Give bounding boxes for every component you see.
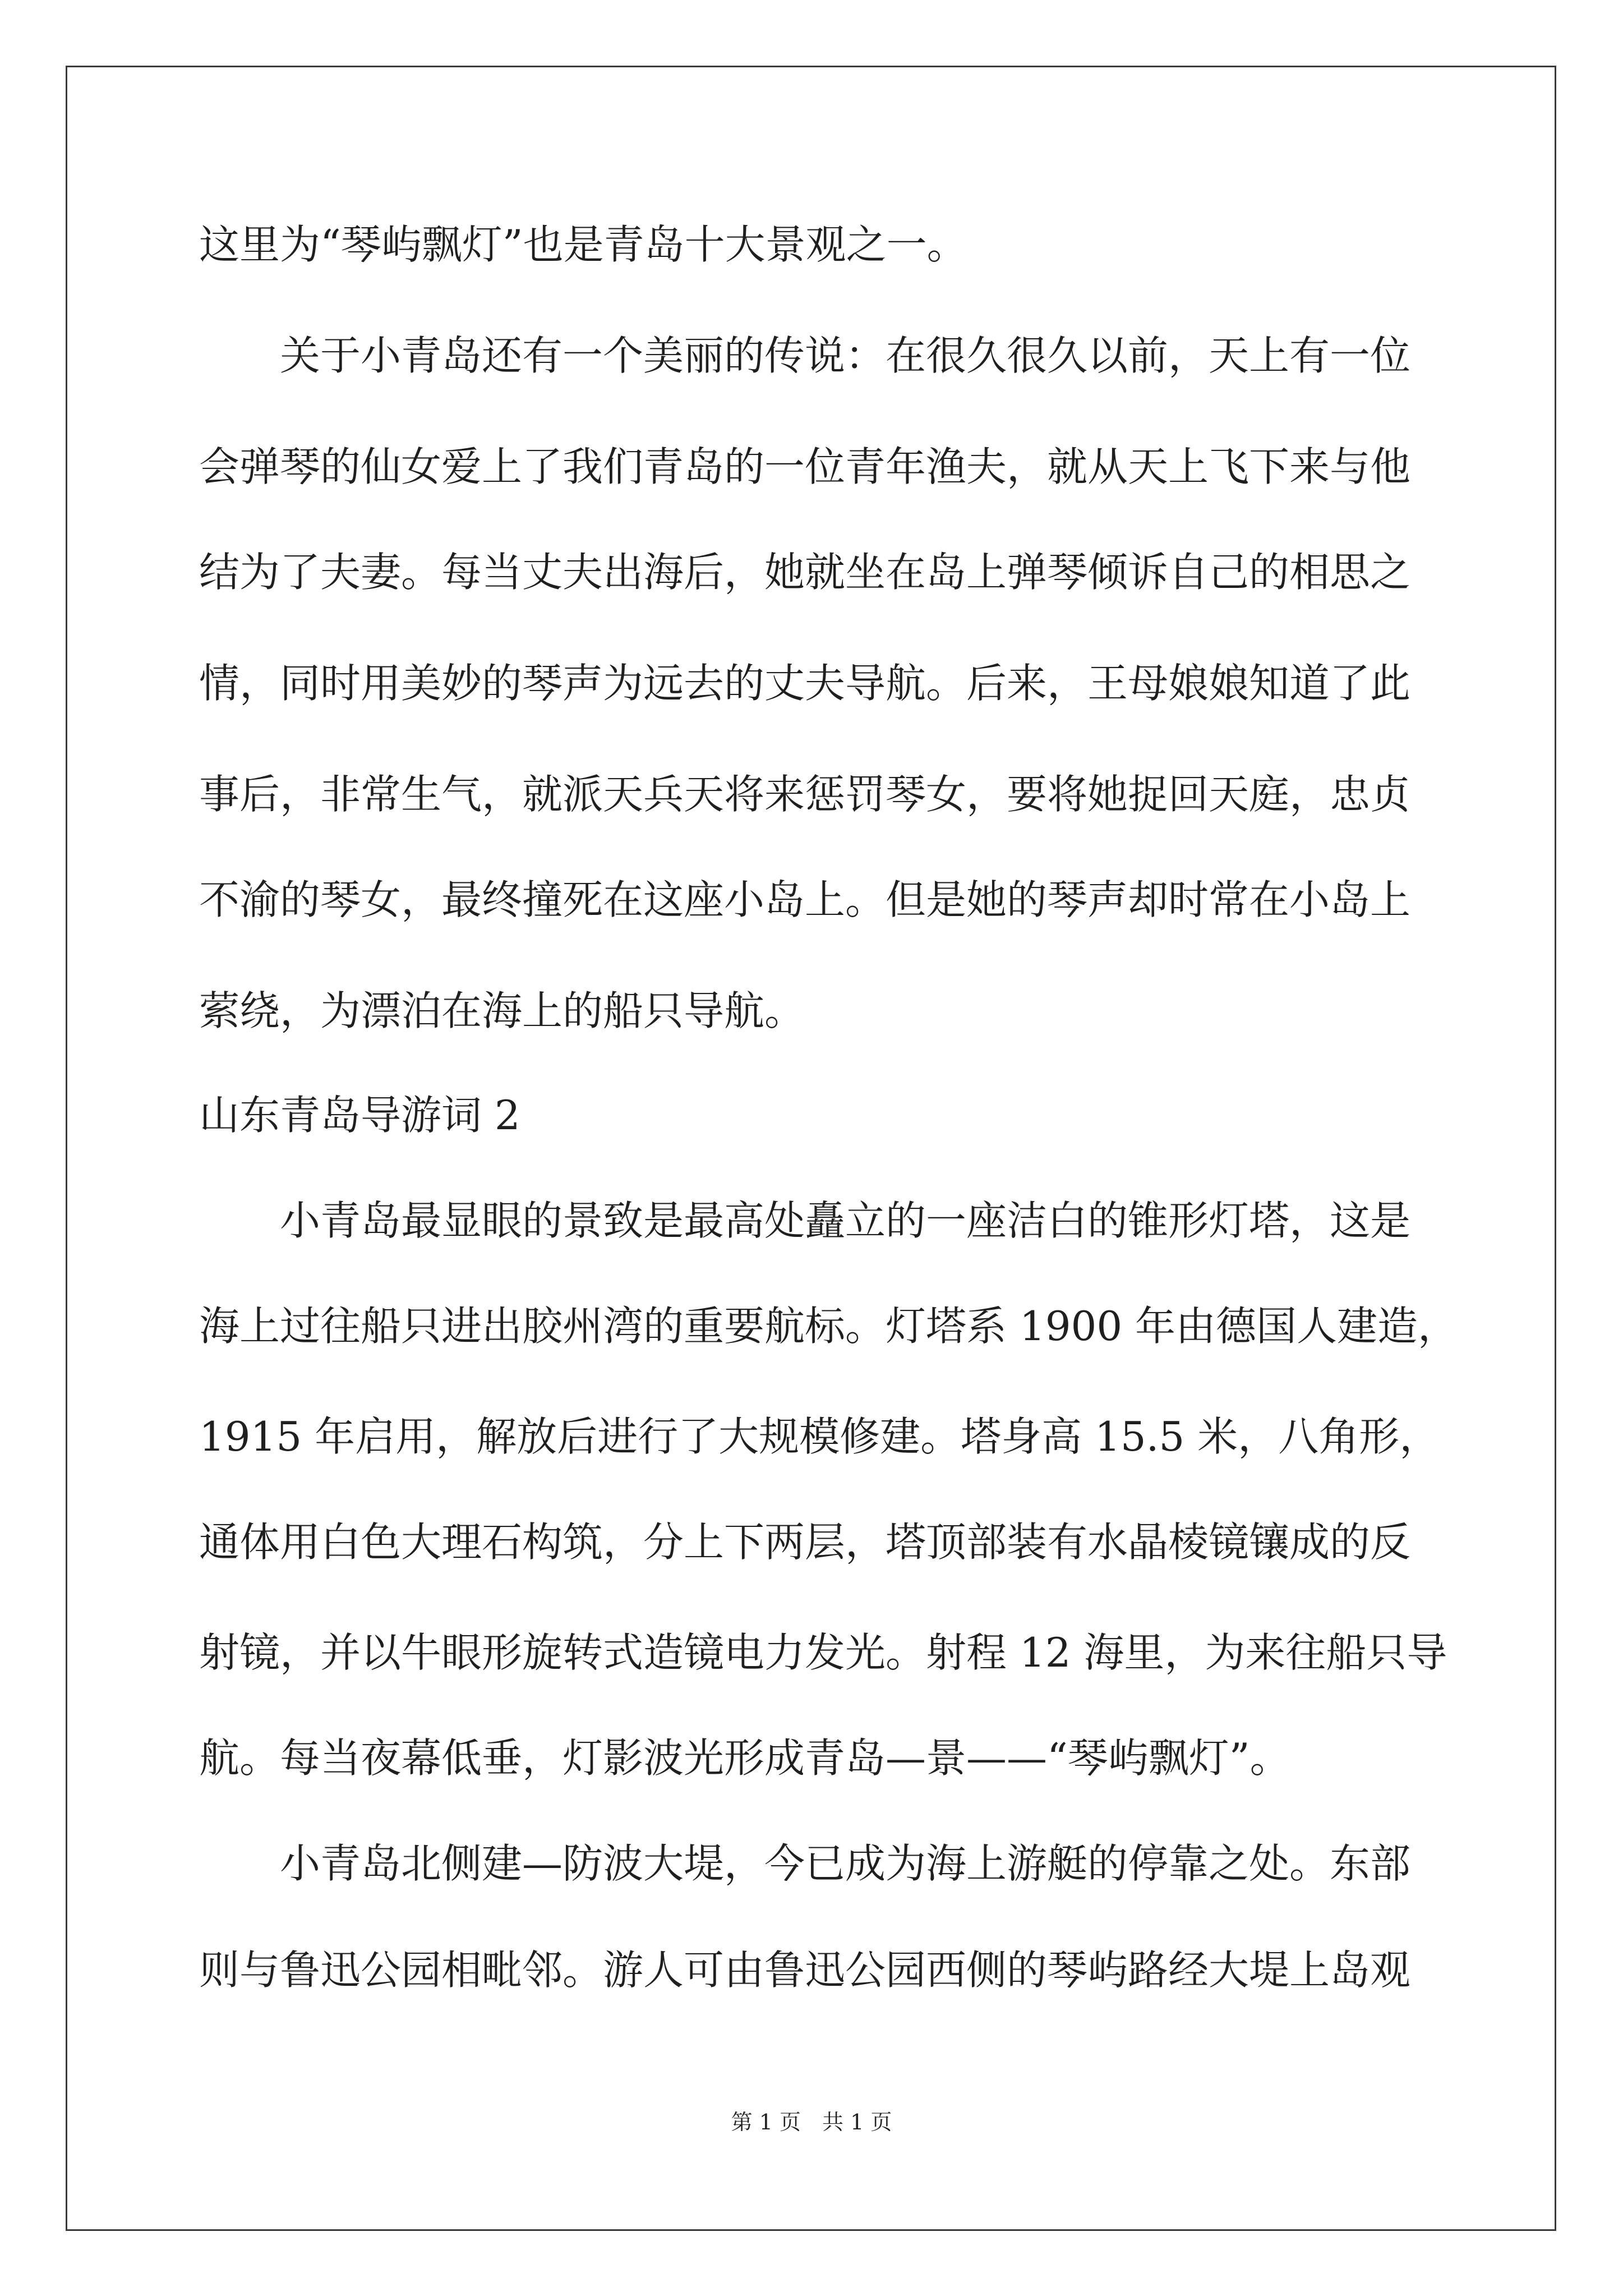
paragraph-line: 1915 年启用，解放后进行了大规模修建。塔身高 15.5 米，八角形， xyxy=(199,1413,1440,1460)
section-heading: 山东青岛导游词 2 xyxy=(199,1092,520,1139)
page-border xyxy=(66,66,1556,2231)
paragraph-line: 萦绕，为漂泊在海上的船只导航。 xyxy=(199,987,805,1034)
paragraph-line: 则与鲁迅公园相毗邻。游人可由鲁迅公园西侧的琴屿路经大堤上岛观 xyxy=(199,1947,1411,1994)
paragraph-line: 会弹琴的仙女爱上了我们青岛的一位青年渔夫，就从天上飞下来与他 xyxy=(199,443,1411,490)
paragraph-line: 射镜，并以牛眼形旋转式造镜电力发光。射程 12 海里，为来往船只导 xyxy=(199,1629,1447,1676)
paragraph-line: 结为了夫妻。每当丈夫出海后，她就坐在岛上弹琴倾诉自己的相思之 xyxy=(199,549,1411,596)
paragraph-line: 情，同时用美妙的琴声为远去的丈夫导航。后来，王母娘娘知道了此 xyxy=(199,660,1411,707)
paragraph-line: 航。每当夜幕低垂，灯影波光形成青岛—景——“琴屿飘灯”。 xyxy=(199,1734,1290,1782)
paragraph-line: 事后，非常生气，就派天兵天将来惩罚琴女，要将她捉回天庭，忠贞 xyxy=(199,771,1411,818)
paragraph-line: 通体用白色大理石构筑，分上下两层，塔顶部装有水晶棱镜镶成的反 xyxy=(199,1519,1411,1566)
paragraph-line: 这里为“琴屿飘灯”也是青岛十大景观之一。 xyxy=(199,221,967,268)
page-footer: 第 1 页 共 1 页 xyxy=(731,2110,892,2134)
paragraph-line: 小青岛最显眼的景致是最高处矗立的一座洁白的锥形灯塔，这是 xyxy=(199,1197,1411,1244)
paragraph-line: 小青岛北侧建—防波大堤，今已成为海上游艇的停靠之处。东部 xyxy=(199,1840,1411,1887)
paragraph-line: 海上过往船只进出胶州湾的重要航标。灯塔系 1900 年由德国人建造， xyxy=(199,1303,1459,1350)
paragraph-line: 不渝的琴女，最终撞死在这座小岛上。但是她的琴声却时常在小岛上 xyxy=(199,876,1411,923)
paragraph-line: 关于小青岛还有一个美丽的传说：在很久很久以前，天上有一位 xyxy=(199,332,1411,379)
